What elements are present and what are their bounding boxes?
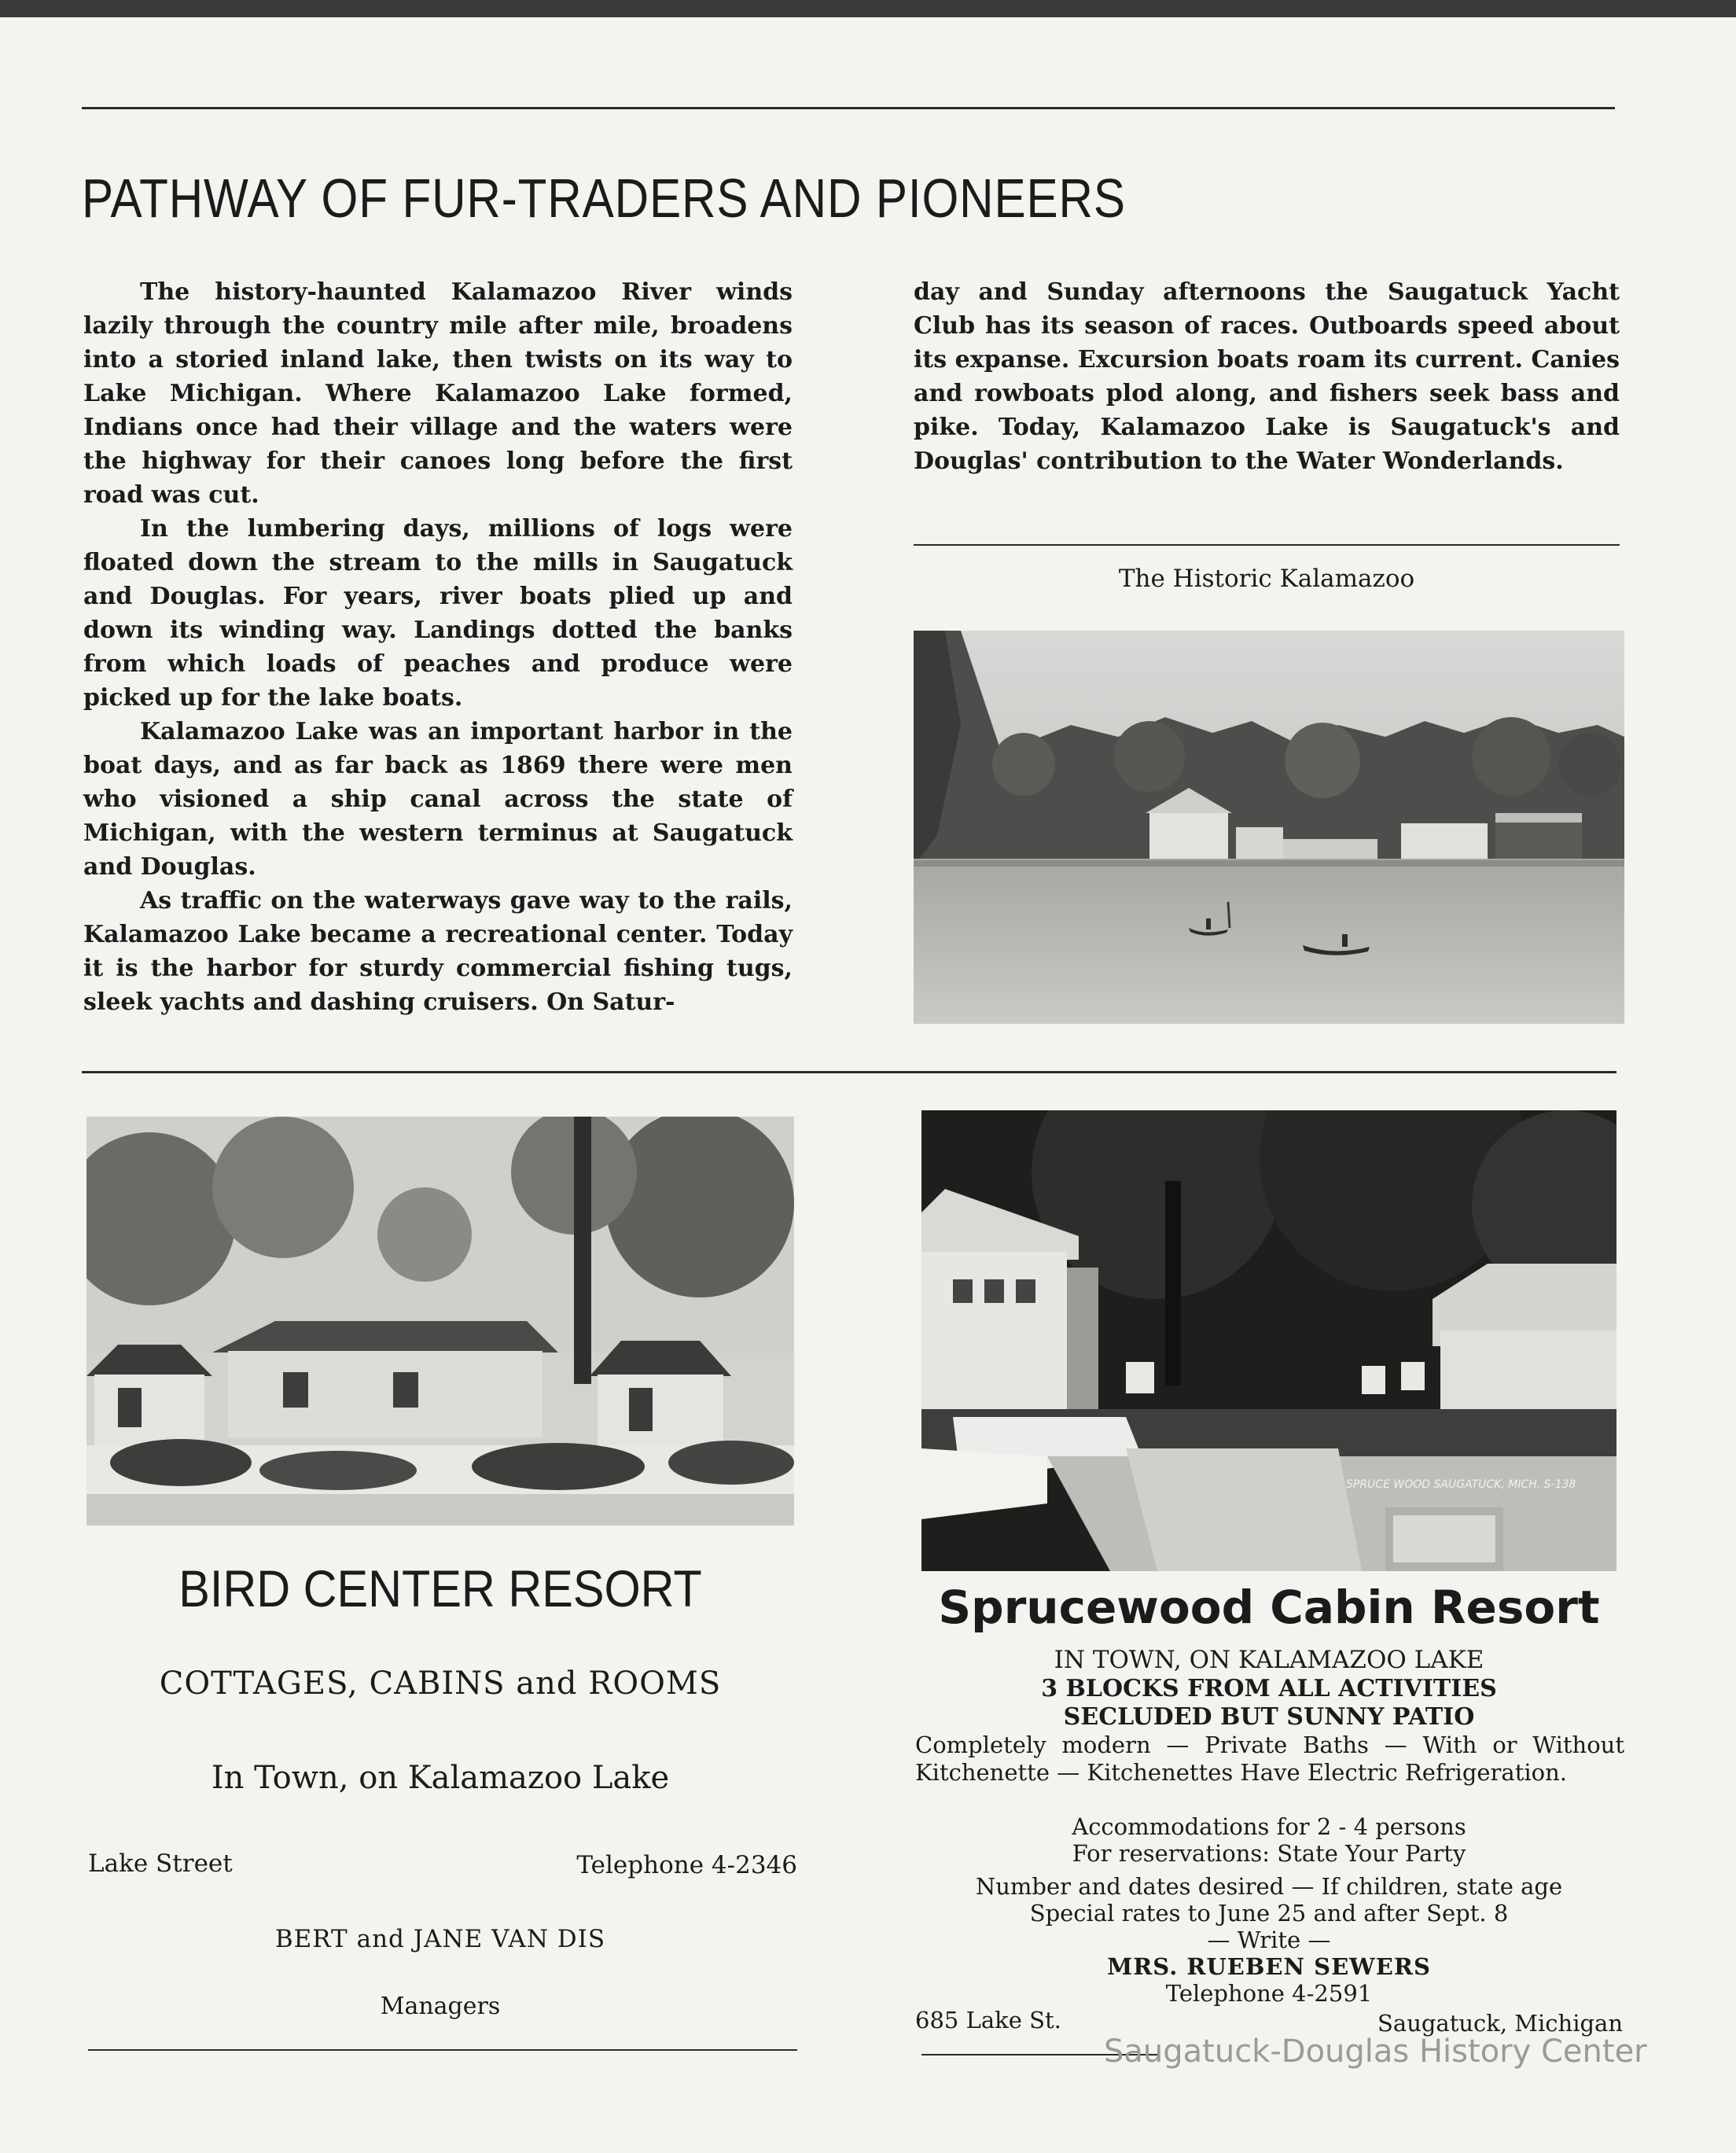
middle-rule [82, 1071, 1616, 1073]
bird-center-subtitle: COTTAGES, CABINS and ROOMS [159, 1665, 722, 1702]
page-top-edge [0, 0, 1736, 17]
paragraph-1: The history-haunted Kalamazoo River winds lazily through the country mile after mile, broadens into a storied inland lake, then twists on its way to Lake Michigan. Where Kalamazoo Lake formed, Indians once had their village and the waters were the highway for their canoes long before the first road was cut. [83, 278, 793, 509]
sprucewood-photo-inscription: SPRUCE WOOD SAUGATUCK, MICH. S-138 [1346, 1478, 1576, 1491]
sprucewood-telephone: Telephone 4-2591 [1165, 1980, 1373, 2007]
sprucewood-body: Completely modern — Private Baths — With or Without Kitchenette — Kitchenettes Have Electric Refrigeration. [915, 1732, 1624, 1786]
article-column-right [914, 275, 1620, 478]
sprucewood-dates: Number and dates desired — If children, state age [975, 1873, 1563, 1900]
sprucewood-photo [921, 1110, 1616, 1571]
sprucewood-city: Saugatuck, Michigan [1377, 2010, 1623, 2037]
bird-center-photo [86, 1117, 794, 1526]
sprucewood-address: 685 Lake St. [915, 2007, 1061, 2033]
paragraph-5: day and Sunday afternoons the Saugatuck Yacht Club has its season of races. Outboards speed about its expanse. Excursion boats roam its current. Canies and rowboats plod along, and fishers seek bass and pike. Today, Kalamazoo Lake is Saugatuck's and Douglas' contribution to the Water Wonderlands. [914, 278, 1620, 475]
sprucewood-line3: SECLUDED BUT SUNNY PATIO [1063, 1703, 1475, 1731]
sprucewood-rates: Special rates to June 25 and after Sept. 8 [1029, 1900, 1509, 1927]
article-column-left [83, 275, 793, 1019]
photo-caption: The Historic Kalamazoo [1118, 565, 1415, 593]
sprucewood-write: — Write — [1207, 1927, 1331, 1953]
caption-rule [914, 544, 1620, 546]
sprucewood-reservations: For reservations: State Your Party [1072, 1840, 1466, 1867]
paragraph-4: As traffic on the waterways gave way to the rails, Kalamazoo Lake became a recreational center. Today it is the harbor for sturdy commercial fishing tugs, sleek yachts and dashing cruisers. On Satur- [83, 887, 793, 1016]
paragraph-3: Kalamazoo Lake was an important harbor in the boat days, and as far back as 1869 there were men who visioned a ship canal across the state of Michigan, with the western terminus at Saugatuck and Douglas. [83, 718, 793, 881]
top-rule [82, 107, 1615, 109]
bird-center-name: BIRD CENTER RESORT [178, 1559, 702, 1618]
sprucewood-contact: MRS. RUEBEN SEWERS [1107, 1953, 1431, 1980]
watermark: Saugatuck-Douglas History Center [1104, 2033, 1647, 2070]
bird-center-telephone: Telephone 4-2346 [576, 1851, 797, 1879]
bird-center-location: In Town, on Kalamazoo Lake [211, 1760, 670, 1796]
paragraph-2: In the lumbering days, millions of logs were floated down the stream to the mills in Saugatuck and Douglas. For years, river boats plied up and down its winding way. Landings dotted the banks from which loads of peaches and produce were picked up for the lake boats. [83, 515, 793, 712]
sprucewood-accommodations: Accommodations for 2 - 4 persons [1072, 1813, 1466, 1840]
sprucewood-name: Sprucewood Cabin Resort [938, 1581, 1600, 1634]
bird-center-street: Lake Street [88, 1849, 233, 1878]
sprucewood-line2: 3 BLOCKS FROM ALL ACTIVITIES [1041, 1675, 1497, 1702]
sprucewood-line1: IN TOWN, ON KALAMAZOO LAKE [1054, 1646, 1484, 1674]
kalamazoo-river-photo [914, 631, 1624, 1024]
page-title: PATHWAY OF FUR-TRADERS AND PIONEERS [82, 167, 1126, 229]
bird-center-role: Managers [380, 1993, 501, 2020]
bird-center-owners: BERT and JANE VAN DIS [274, 1925, 606, 1953]
bird-center-bottom-rule [88, 2049, 797, 2051]
